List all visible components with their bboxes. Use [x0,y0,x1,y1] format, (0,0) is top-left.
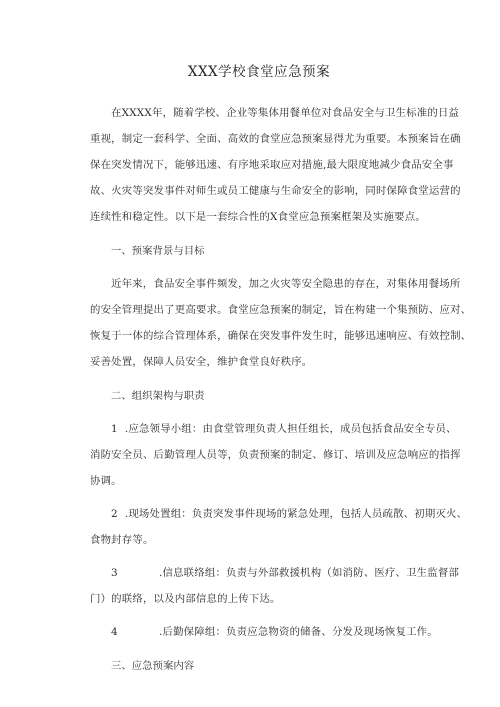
item-number: 1 [111,423,118,435]
org-item-2 [90,501,468,553]
item-number: 3 [111,567,118,579]
section-heading-background: 一、预案背景与目标 [111,245,205,257]
item-text: .应急领导小组：由食堂管理负责人担任组长，成员包括食品安全专员、 [124,423,457,435]
item-text: .信息联络组：负责与外部救援机构（如消防、医疗、卫生监督部 [159,567,460,579]
intro-line: 在XXXX年，随着学校、企业等集体用餐单位对食品安全与卫生标准的日益 [111,107,460,119]
background-paragraph [90,271,472,375]
item-text: 消防安全员、后勤管理人员等，负责预案的制定、修订、培训及应急响应的指挥 [90,449,461,461]
intro-line: 保在突发情况下，能够迅速、有序地采取应对措施,最大限度地减少食品安全事 [90,159,454,171]
item-text: 食物封存等。 [90,534,154,546]
page-title: XXX学校食堂应急预案 [187,64,331,80]
background-line: 近年来，食品安全事件频发，加之火灾等安全隐患的存在，对集体用餐场所 [111,278,461,290]
section-heading-organization: 二、组织架构与职责 [111,390,205,402]
item-text: 协调。 [90,475,122,487]
background-line: 妥善处置，保障人员安全，维护食堂良好秩序。 [90,356,313,368]
org-item-3 [90,560,460,612]
intro-line: 重视，制定一套科学、全面、高效的食堂应急预案显得尤为重要。本预案旨在确 [90,133,461,145]
item-text: .后勤保障组：负责应急物资的储备、分发及现场恢复工作。 [159,626,438,638]
item-number: 4 [111,626,118,638]
intro-line: 故、火灾等突发事件对师生或员工健康与生命安全的影响，同时保障食堂运营的 [90,185,461,197]
org-item-4 [90,619,438,645]
background-line: 恢复于一体的综合管理体系，确保在突发事件发生时，能够迅速响应、有效控制、 [90,330,472,342]
org-item-1 [90,416,461,494]
intro-line: 连续性和稳定性。以下是一套综合性的X食堂应急预案框架及实施要点。 [90,211,426,223]
item-text: 门）的联络，以及内部信息的上传下达。 [90,593,281,605]
item-number: 2 [111,508,118,520]
intro-paragraph [90,100,461,230]
section-heading-plan-content: 三、应急预案内容 [111,660,195,672]
item-text: .现场处置组：负责突发事件现场的紧急处理，包括人员疏散、初期灭火、 [124,508,468,520]
background-line: 的安全管理提出了更高要求。食堂应急预案的制定，旨在构建一个集预防、应对、 [90,304,472,316]
